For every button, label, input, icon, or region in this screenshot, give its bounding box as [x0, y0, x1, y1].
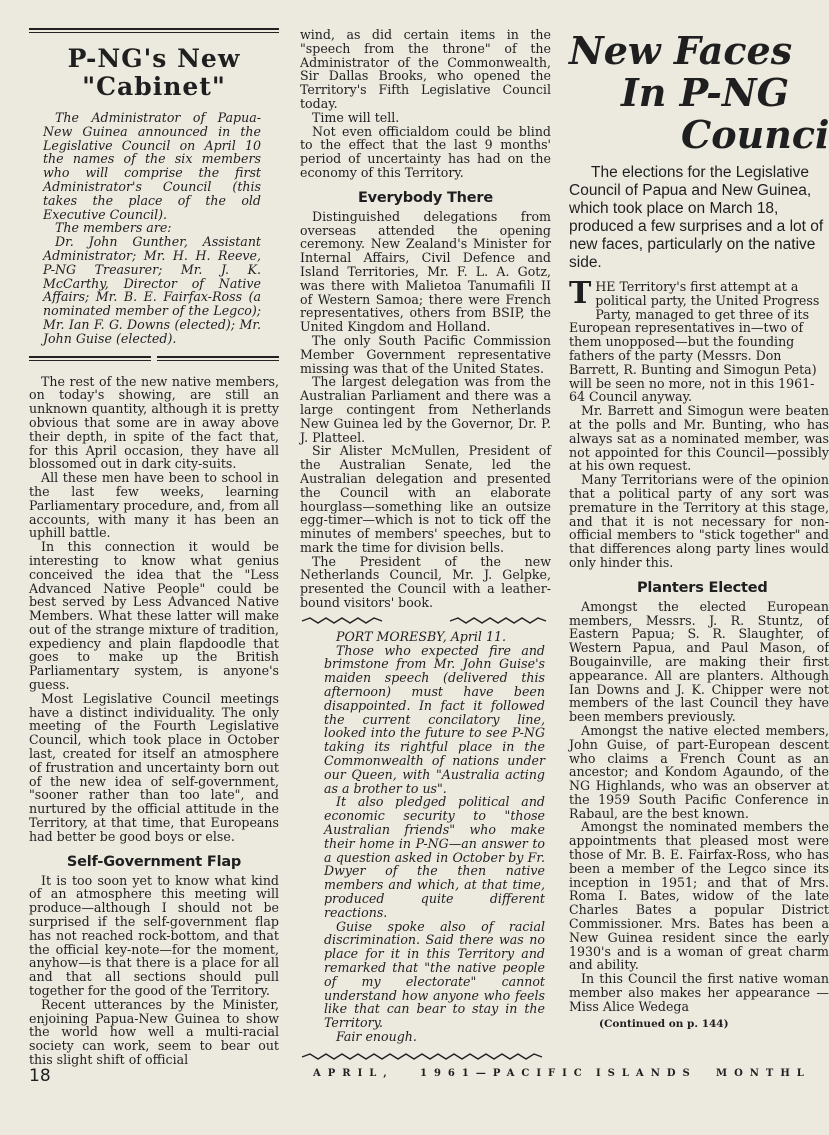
col2-paragraph: The largest delegation was from the Australian Parliament and there was a large contingent from Netherlands New Guinea led by the Governor, Dr. P. J. Platteel. — [300, 374, 551, 445]
wave-divider — [300, 1052, 551, 1062]
moresby-report — [300, 630, 551, 1044]
title-line2: In P-NG — [621, 70, 790, 115]
footer-monthly: MONTHL — [716, 1068, 811, 1079]
col1-paragraph: It is too soon yet to know what kind of an atmosphere this meeting will produce—although I should not be surprised if the self-government flap has not reached rock-bottom, and that the official key-note—for the moment, anyhow—is that there is a place for all and that all sections should pull together for the good of the Territory. — [29, 872, 279, 999]
cabinet-box — [29, 111, 279, 346]
col2-italic-paragraph: Those who expected fire and brimstone from Mr. John Guise's maiden speech (delivered this afternoon) must have been disappointed. In fact it followed the current concilatory line, looked into the future to see P-NG taking its rightful place in the Commonwealth of nations under our Queen, with "Australia acting as a brother to us". — [324, 642, 545, 796]
col2-italic-paragraph: It also pledged political and economic security to "those Australian friends" who make their home in P-NG—an answer to a question asked in October by Fr. Dwyer of the then native members and which, at that time, produced quite different reactions. — [324, 794, 545, 920]
col1-paragraph: The rest of the new native members, on today's showing, are still an unknown quantity, although it is pretty obvious that some are in away above their depth, in spite of the fact that, for this April occasion, they have all blossomed out in dark city-suits. — [29, 373, 279, 472]
col3-paragraph: Amongst the elected European members, Messrs. J. R. Stuntz, of Eastern Papua; S. R. Slaughter, of Western Papua, and Paul Mason, of Bougainville, are making their first appearance. All are planters. Although Ian Downs and J. K. Chipper were not members of the last Council they have been members previously. — [569, 598, 829, 725]
standfirst: The elections for the Legislative Council of Papua and New Guinea, which took place on March 18, produced a few surprises and a lot of new faces, particularly on the native side. — [569, 164, 824, 271]
cabinet-members: Dr. John Gunther, Assistant Administrator; Mr. H. H. Reeve, P-NG Treasurer; Mr. J. K. McCarthy, Director of Native Affairs; Mr. B. E. Fairfax-Ross (a nominated member of the Legco); Mr. Ian F. G. Downs (elected); Mr. John Guise (elected). — [43, 234, 261, 346]
cabinet-box-title — [29, 45, 279, 101]
title-line3: Counci — [681, 112, 829, 157]
col2-paragraph: Not even officialdom could be blind to the effect that the last 9 months' period of uncertainty has had on the economy of this Territory. — [300, 123, 551, 180]
col2-paragraph: The President of the new Netherlands Council, Mr. J. Gelpke, presented the Council with a leather-bound visitors' book. — [300, 553, 551, 611]
col2-heading: Everybody There — [357, 189, 494, 206]
column-1 — [29, 28, 279, 1067]
col2-italic-paragraph: Fair enough. — [336, 1028, 417, 1044]
page-number: 18 — [29, 1066, 51, 1086]
cabinet-title-line1: P-NG's New — [67, 44, 241, 73]
col3-heading: Planters Elected — [637, 579, 768, 596]
col3-paragraph: Mr. Barrett and Simogun were beaten at the polls and Mr. Bunting, who has always sat as a nominated member, was not appointed for this Council—possibly at his own request. — [569, 403, 829, 474]
col1-paragraph: All these men have been to school in the last few weeks, learning Parliamentary procedure, and, from all accounts, with many it has been an uphill battle. — [29, 470, 279, 541]
col2-paragraph: The only South Pacific Commission Member Government representative missing was that of the United States. — [300, 332, 551, 376]
col1-paragraph: In this connection it would be interesting to know what genius conceived the idea that the "Less Advanced Native People" could be best served by Less Advanced Native Members. What these latter will make out of the strange mixture of tradition, expediency and plain flapdoodle that goes to make up the British Parliamentary system, is anyone's guess. — [29, 539, 279, 693]
continued-note: (Continued on p. 144) — [599, 1017, 729, 1030]
dateline: PORT MORESBY, April 11. — [336, 628, 506, 644]
footer-year-pub: 1961—PACIFIC — [420, 1068, 589, 1079]
col2-paragraph: wind, as did certain items in the "speech from the throne" of the Administrator of the Commonwealth, Sir Dallas Brooks, who opened the Territory's Fifth Legislative Council today. — [300, 27, 551, 111]
col1-heading: Self-Government Flap — [66, 853, 242, 870]
column-2 — [300, 28, 551, 1062]
col1-paragraph: Most Legislative Council meetings have a distinct individuality. The only meeting of the Fourth Legislative Council, which took place in October last, created for itself an atmosphere of frustration and uncertainty born out of the new idea of self-government, "sooner rather than too late", and nurtured by the official attitude in the Territory, at that time, that Europeans had better be good boys or else. — [29, 690, 279, 844]
drop-cap: T — [569, 276, 592, 311]
col2-paragraph: Sir Alister McMullen, President of the Australian Senate, led the Australian delegation and presented the Council with an elaborate hourglass—something like an outsize egg-timer—which is not to tick off the minutes of members' speeches, but to mark the time for division bells. — [300, 443, 551, 555]
col3-paragraph: Amongst the nominated members the appointments that pleased most were those of Mr. B. E. Fairfax-Ross, who has been a member of the Legco since its inception in 1951; and that of Mrs. Roma I. Bates, widow of the late Charles Bates a popular District Commissioner. Mrs. Bates has been a New Guinea resident since the early 1930's and is a woman of great charm and ability. — [569, 819, 829, 973]
cabinet-intro: The Administrator of Papua-New Guinea announced in the Legislative Council on April 10 the names of the six members who will comprise the first Administrator's Council (this takes the place of the old Executive Council). — [43, 110, 261, 222]
article-title — [569, 28, 829, 157]
col1-paragraph: Recent utterances by the Minister, enjoining Papua-New Guinea to show the world how well a multi-racial society can work, seem to bear out this slight shift of official — [29, 996, 279, 1067]
cabinet-title-line2: "Cabinet" — [82, 72, 226, 101]
wave-divider — [300, 616, 551, 626]
col2-paragraph: Distinguished delegations from overseas attended the opening ceremony. New Zealand's Minister for Internal Affairs, Civil Defence and Island Territories, Mr. F. L. A. Gotz, was there with Malietoa Tanumafili II of Western Samoa; there were French representatives, others from BSIP, the United Kingdom and Holland. — [300, 208, 551, 335]
column-3 — [569, 28, 829, 1030]
col2-italic-paragraph: Guise spoke also of racial discrimination. Said there was no place for it in this Territory and remarked that "the native people of my electorate" cannot understand how anyone who feels like that can bear to stay in the Territory. — [324, 918, 545, 1031]
cabinet-members-lead: The members are: — [55, 220, 172, 236]
footer-name: ISLANDS — [596, 1068, 697, 1079]
col3-paragraph: Amongst the native elected members, John Guise, of part-European descent who claims a French Count as an ancestor; and Kondom Agaundo, of the NG Highlands, who was an observer at the 1959 South Pacific Conference in Rabaul, are the best known. — [569, 722, 829, 821]
lead-text: HE Territory's first attempt at a political party, the United Progress Party, managed to get three of its European representatives in—two of them unopposed—but the founding fathers of the party (Messrs. Don Barrett, R. Bunting and Simogun Peta) will be seen no more, not in this 1961-64 Council anyway. — [569, 279, 820, 405]
title-line1: New Faces — [569, 28, 793, 73]
col3-paragraph: In this Council the first native woman member also makes her appearance — Miss Alice Wedega — [569, 971, 829, 1014]
footer-month: APRIL, — [313, 1068, 394, 1079]
col2-paragraph: Time will tell. — [312, 109, 400, 125]
lead-paragraph — [569, 276, 829, 405]
col3-paragraph: Many Territorians were of the opinion that a political party of any sort was premature in the Territory at this stage, and that it is not necessary for non-official members to "stick together" and that differences along party lines would only hinder this. — [569, 472, 829, 570]
